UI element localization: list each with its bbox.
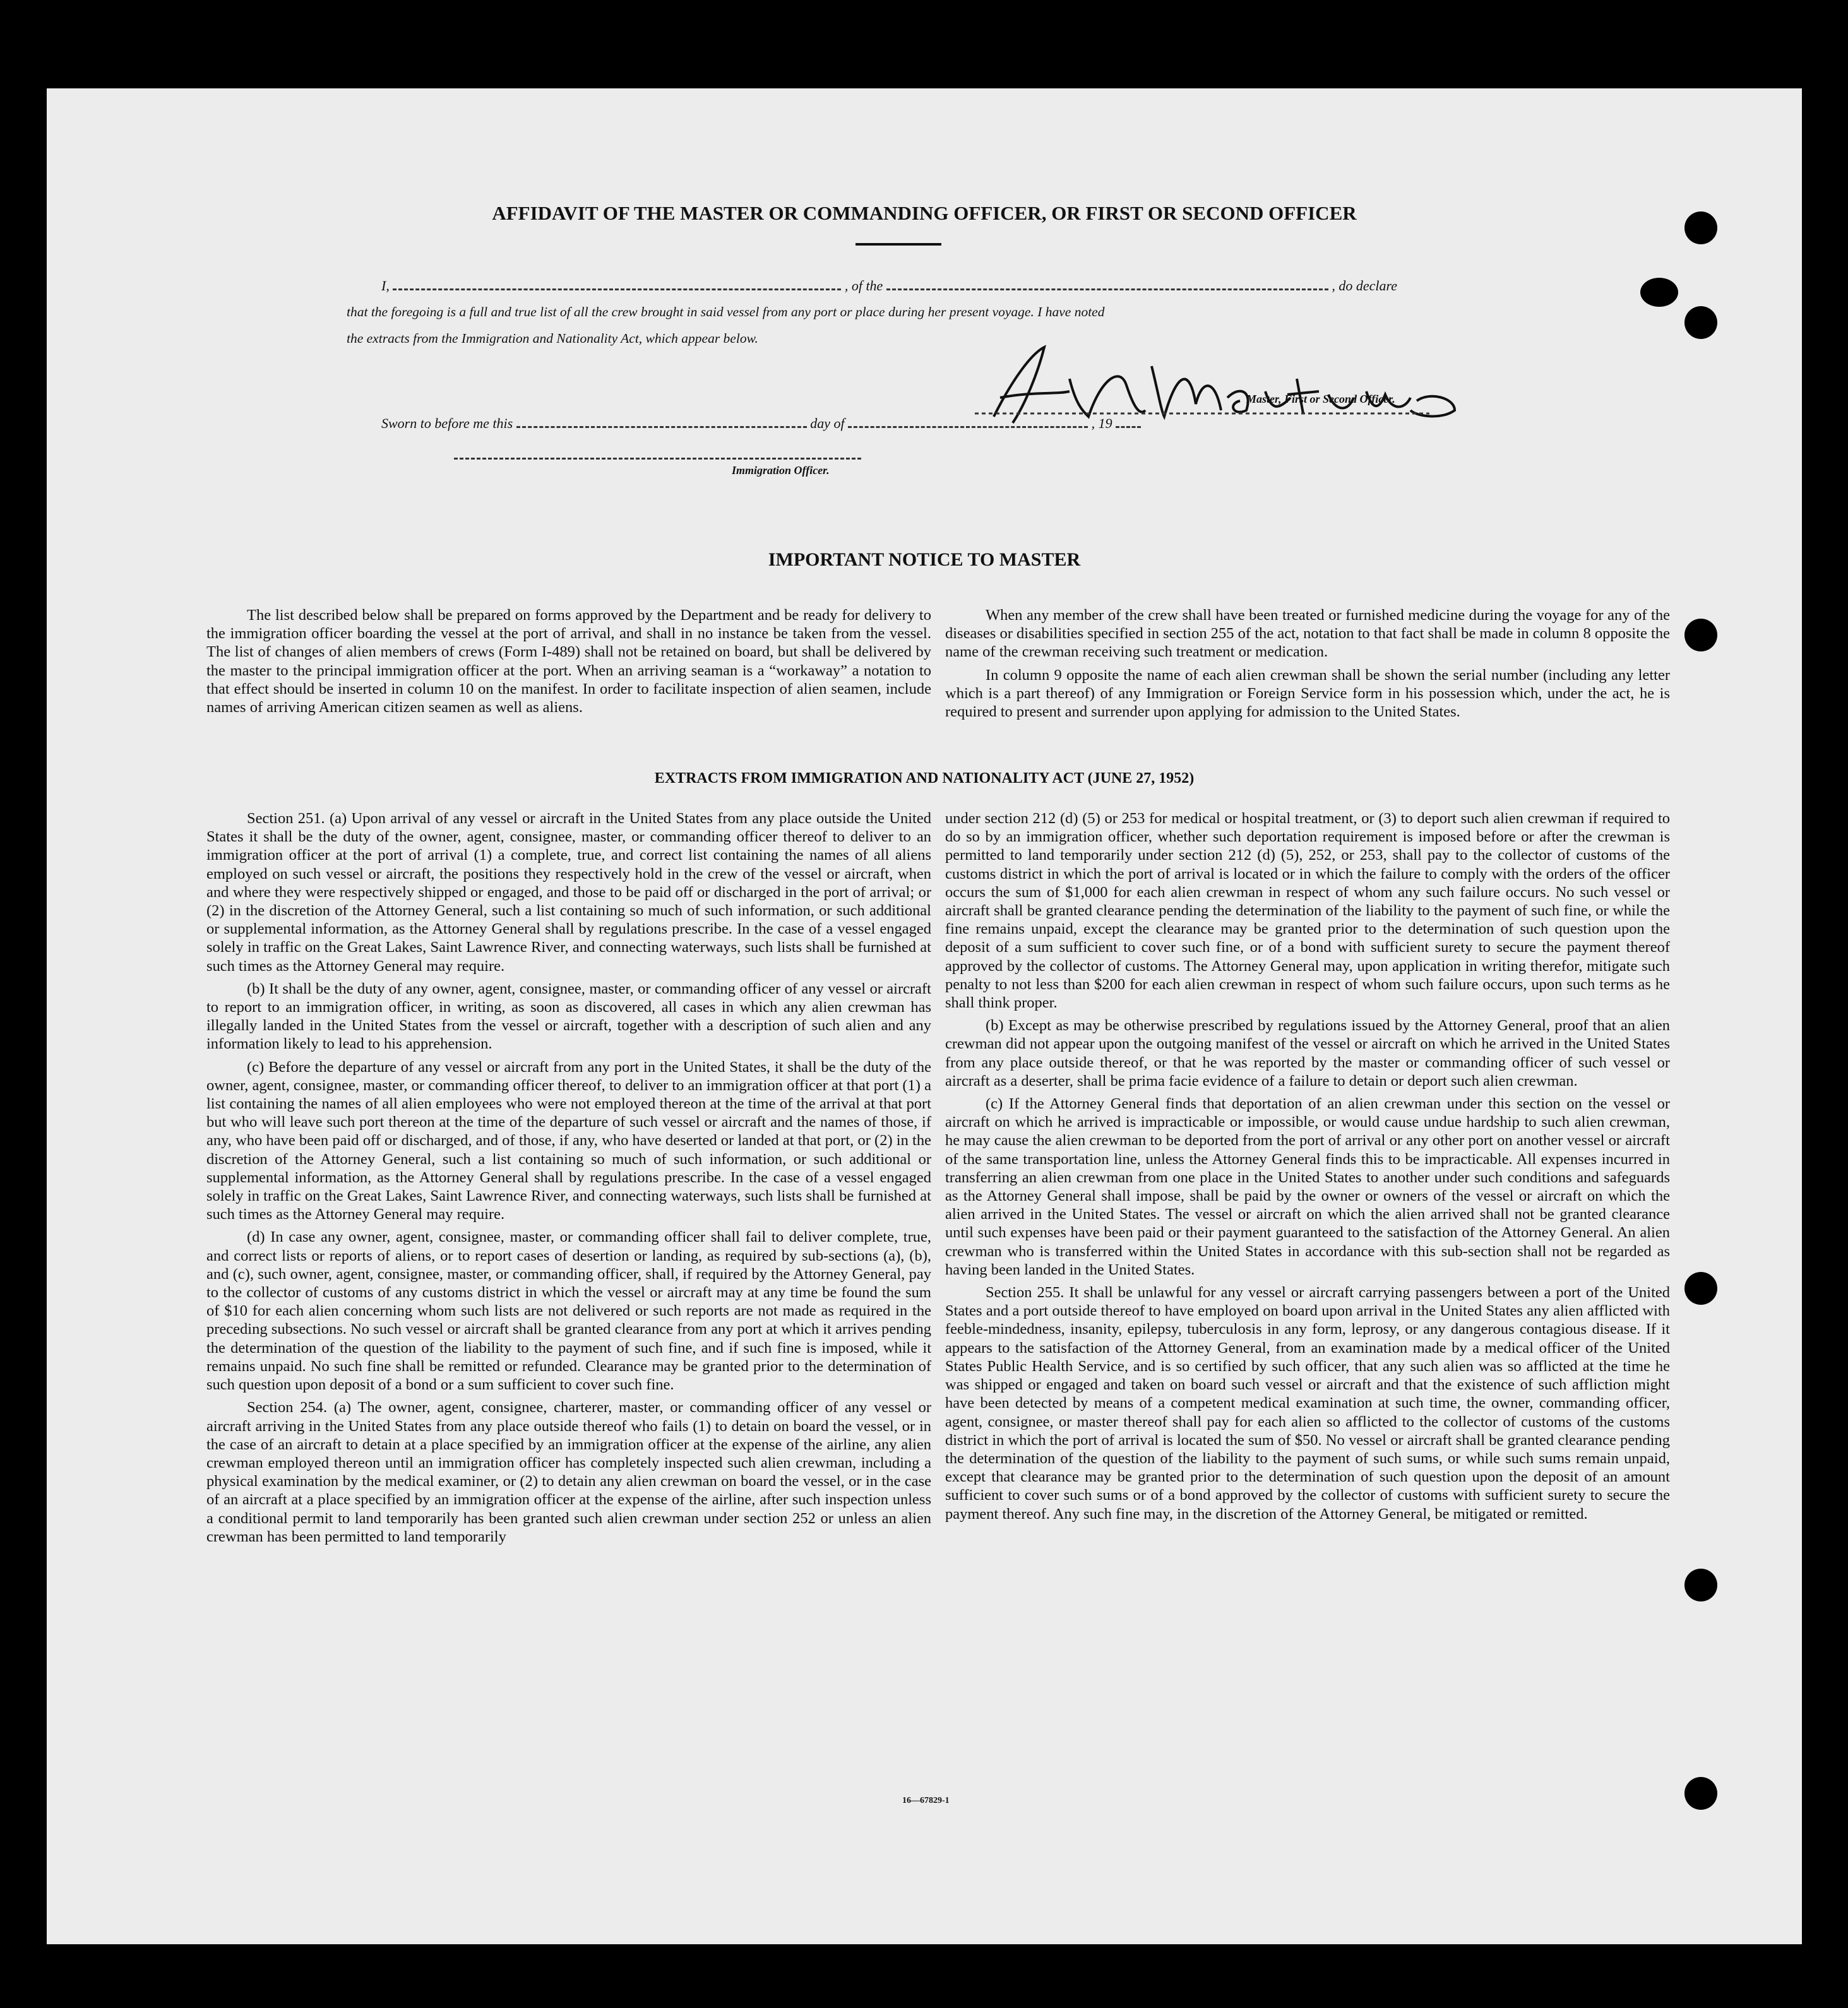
section-251b: (b) It shall be the duty of any owner, agent, consignee, master, or commanding officer of any vessel or aircraft to report to an immigration officer, in writing, as soon as discovered, all cases in which any alien crewman has illegally landed in the United States from the vessel or aircraft, together with a description of such alien and any information likely to lead to his apprehension. <box>206 980 931 1053</box>
day-of-label: day of <box>810 415 845 431</box>
notice-paragraph: The list described below shall be prepared on forms approved by the Department and be ready for delivery to the immigration officer boarding the vessel at the port of arrival, and shall in no instance be taken from the vessel. The list of changes of alien members of crews (Form I-489) shall not be retained on board, but shall be delivered by the master to the principal immigration officer at the port. When an arriving seaman is a “workaway” a notation to that effect should be inserted in column 10 on the manifest. In order to facilitate inspection of alien seamen, include names of arriving American citizen seamen as well as aliens. <box>206 607 931 716</box>
extracts-title: EXTRACTS FROM IMMIGRATION AND NATIONALITY ACT (JUNE 27, 1952) <box>654 770 1195 787</box>
name-blank[interactable] <box>393 282 841 290</box>
section-254b: (b) Except as may be otherwise prescribed by regulations issued by the Attorney General, proof that an alien crewman did not appear upon the outgoing manifest of the vessel or aircraft on which he arrived in the United States from any place outside thereof, or that he was reported by the master or commanding officer of such vessel or aircraft as a deserter, shall be prima facie evidence of a failure to detain or deport such alien crewman. <box>945 1017 1670 1090</box>
punch-hole <box>1684 306 1717 339</box>
punch-hole <box>1684 1272 1717 1305</box>
declaration-line <box>381 278 1397 294</box>
notice-title: IMPORTANT NOTICE TO MASTER <box>768 549 1081 570</box>
notice-paragraph: When any member of the crew shall have been treated or furnished medicine during the voyage for any of the diseases or disabilities specified in section 255 of the act, notation to that fact shall be made in column 8 opposite the name of the crewman receiving such treatment or medication. <box>945 607 1670 661</box>
section-255: Section 255. It shall be unlawful for any vessel or aircraft carrying passengers between a port of the United States and a port outside thereof to have employed on board upon arrival in the United States any alien afflicted with feeble-mindedness, insanity, epilepsy, tuberculosis in any form, leprosy, or any dangerous contagious disease. If it appears to the satisfaction of the Attorney General, from an examination made by a medical officer of the United States Public Health Service, and is so certified by such officer, that any such alien was so afflicted at the time he was shipped or engaged and taken on board such vessel or aircraft and that the existence of such affliction might have been detected by means of a competent medical examination at such time, the owner, commanding officer, agent, consignee, or master thereof shall pay for each alien so afflicted to the collector of customs of the customs district in which the port of arrival is located the sum of $50. No vessel or aircraft shall be granted clearance pending the determination of the question of the liability to the payment of such sums, or while such sums remain unpaid, except that clearance may be granted prior to the determination of such question upon the deposit of an amount sufficient to cover such sums or of a bond approved by the collector of customs with sufficient surety to secure the payment thereof. Any such fine may, in the discretion of the Attorney General, be mitigated or remitted. <box>945 1284 1670 1523</box>
immigration-officer-label: Immigration Officer. <box>732 464 830 477</box>
officer-signature-blank[interactable] <box>454 451 861 460</box>
notice-right-column <box>945 606 1670 725</box>
punch-hole <box>1640 278 1678 307</box>
section-254c: (c) If the Attorney General finds that deportation of an alien crewman under this section on the vessel or aircraft on which he arrived is impracticable or impossible, or would cause undue hardship to such alien crewman, he may cause the alien crewman to be deported from the port of arrival or any other port on another vessel or aircraft of the same transportation line, unless the Attorney General finds this to be impracticable. All expenses incurred in transferring an alien crewman from one place in the United States to another under such conditions and safeguards as the Attorney General shall impose, shall be paid by the owner or owners of the vessel or aircraft on which the alien arrived in the United States. The vessel or aircraft on which the alien arrived shall not be granted clearance until such expenses have been paid or their payment guaranteed to the satisfaction of the Attorney General. An alien crewman who is transferred within the United States in accordance with this sub-section shall not be regarded as having been landed in the United States. <box>945 1095 1670 1278</box>
declaration-text-2: that the foregoing is a full and true list of all the crew brought in said vessel from any port or place during her present voyage. I have noted <box>347 304 1105 319</box>
notice-paragraph: In column 9 opposite the name of each alien crewman shall be shown the serial number (including any letter which is a part thereof) of any Immigration or Foreign Service form in his possession which, under the act, he is required to present and surrender upon applying for admission to the United States. <box>945 666 1670 721</box>
sworn-month-blank[interactable] <box>848 420 1088 428</box>
year-label: , 19 <box>1091 415 1112 431</box>
form-code: 16—67829-1 <box>902 1796 950 1805</box>
punch-hole <box>1684 619 1717 651</box>
section-251a: Section 251. (a) Upon arrival of any vessel or aircraft in the United States from any place outside the United States it shall be the duty of the owner, agent, consignee, master, or commanding officer thereof to deliver to an immigration officer at the port of arrival (1) a complete, true, and correct list containing the names of all aliens employed on such vessel or aircraft, the positions they respectively hold in the crew of the vessel or aircraft, when and where they were respectively shipped or engaged, and those to be paid off or discharged in the port of arrival; or (2) in the discretion of the Attorney General, such a list containing so much of such information, or such additional or supplemental information, as the Attorney General shall by regulations prescribe. In the case of a vessel engaged solely in traffic on the Great Lakes, Saint Lawrence River, and connecting waterways, such lists shall be furnished at such times as the Attorney General may require. <box>206 810 931 975</box>
affidavit-title: AFFIDAVIT OF THE MASTER OR COMMANDING OFFICER, OR FIRST OR SECOND OFFICER <box>492 202 1357 224</box>
sworn-year-blank[interactable] <box>1116 420 1141 428</box>
section-254a-cont: under section 212 (d) (5) or 253 for medical or hospital treatment, or (3) to deport such alien crewman if required to do so by an immigration officer, whether such deportation requirement is imposed before or after the crewman is permitted to land temporarily under section 212 (d) (5), 252, or 253, shall pay to the collector of customs of the customs district in which the port of arrival is located or in which the failure to comply with the orders of the officer occurs the sum of $1,000 for each alien crewman in respect of whom any such failure occurs. No such vessel or aircraft shall be granted clearance pending the determination of the liability to the payment of such fine, or while the fine remains unpaid, except the clearance may be granted prior to the determination of such question upon the deposit of a sum sufficient to cover such fine, or of a bond with sufficient surety to secure the payment thereof approved by the collector of customs. The Attorney General may, upon application in writing therefor, mitigate such penalty to not less than $200 for each alien crewman in respect of whom such failure occurs, upon such terms as he shall think proper. <box>945 810 1670 1012</box>
do-declare-label: , do declare <box>1332 278 1397 294</box>
document-page <box>47 88 1802 1944</box>
i-label: I, <box>381 278 390 294</box>
title-underline <box>855 243 941 246</box>
sworn-line <box>381 415 1141 432</box>
punch-hole <box>1684 1777 1717 1810</box>
punch-hole <box>1684 1569 1717 1601</box>
section-251d: (d) In case any owner, agent, consignee, master, or commanding officer shall fail to deliver complete, true, and correct lists or reports of aliens, or to report cases of desertion or landing, as required by sub-sections (a), (b), and (c), such owner, agent, consignee, master, or commanding officer, shall, if required by the Attorney General, pay to the collector of customs of any customs district in which the vessel or aircraft may at any time be found the sum of $10 for each alien concerning whom such lists are not delivered or such reports are not made as required in the preceding subsections. No such vessel or aircraft shall be granted clearance from any port at which it arrives pending the determination of the question of the liability to the payment of such fine, and if such fine is imposed, while it remains unpaid. No such fine shall be remitted or refunded. Clearance may be granted prior to the determination of such question upon deposit of a bond or a sum sufficient to cover such fine. <box>206 1228 931 1394</box>
section-251c: (c) Before the departure of any vessel or aircraft from any port in the United States, it shall be the duty of the owner, agent, consignee, master, or commanding officer thereof, to deliver to an immigration officer at that port (1) a list containing the names of all alien employees who were not employed thereon at the time of the arrival at that port but who will leave such port thereon at the time of the departure of such vessel or aircraft and the names of those, if any, who have been paid off or discharged, and of those, if any, who have deserted or landed at that port, or (2) in the discretion of the Attorney General, such a list containing so much of such information, or such additional or supplemental information, as the Attorney General shall by regulations prescribe. In the case of a vessel engaged solely in traffic on the Great Lakes, Saint Lawrence River, and connecting waterways, such lists shall be furnished at such times as the Attorney General may require. <box>206 1058 931 1223</box>
of-the-label: , of the <box>844 278 883 294</box>
notice-left-column <box>206 606 931 721</box>
declaration-text-3: the extracts from the Immigration and Nationality Act, which appear below. <box>347 331 758 346</box>
vessel-blank[interactable] <box>886 282 1328 290</box>
sworn-label: Sworn to before me this <box>381 415 513 431</box>
extracts-right-column <box>945 809 1670 1528</box>
extracts-left-column <box>206 809 931 1550</box>
master-officer-label: Master, First or Second Officer. <box>1246 393 1395 405</box>
sworn-day-blank[interactable] <box>516 420 807 428</box>
section-254a: Section 254. (a) The owner, agent, consignee, charterer, master, or commanding officer of any vessel or aircraft arriving in the United States from any place outside thereof who fails (1) to detain on board the vessel, or in the case of an aircraft to detain at a place specified by an immigration officer at the expense of the airline, any alien crewman employed thereon until an immigration officer has completely inspected such alien crewman, including a physical examination by the medical examiner, or (2) to detain any alien crewman on board the vessel, or in the case of an aircraft at a place specified by an immigration officer at the expense of the airline, after such inspection unless a conditional permit to land temporarily has been granted such alien crewman under section 252 or unless an alien crewman has been permitted to land temporarily <box>206 1399 931 1545</box>
